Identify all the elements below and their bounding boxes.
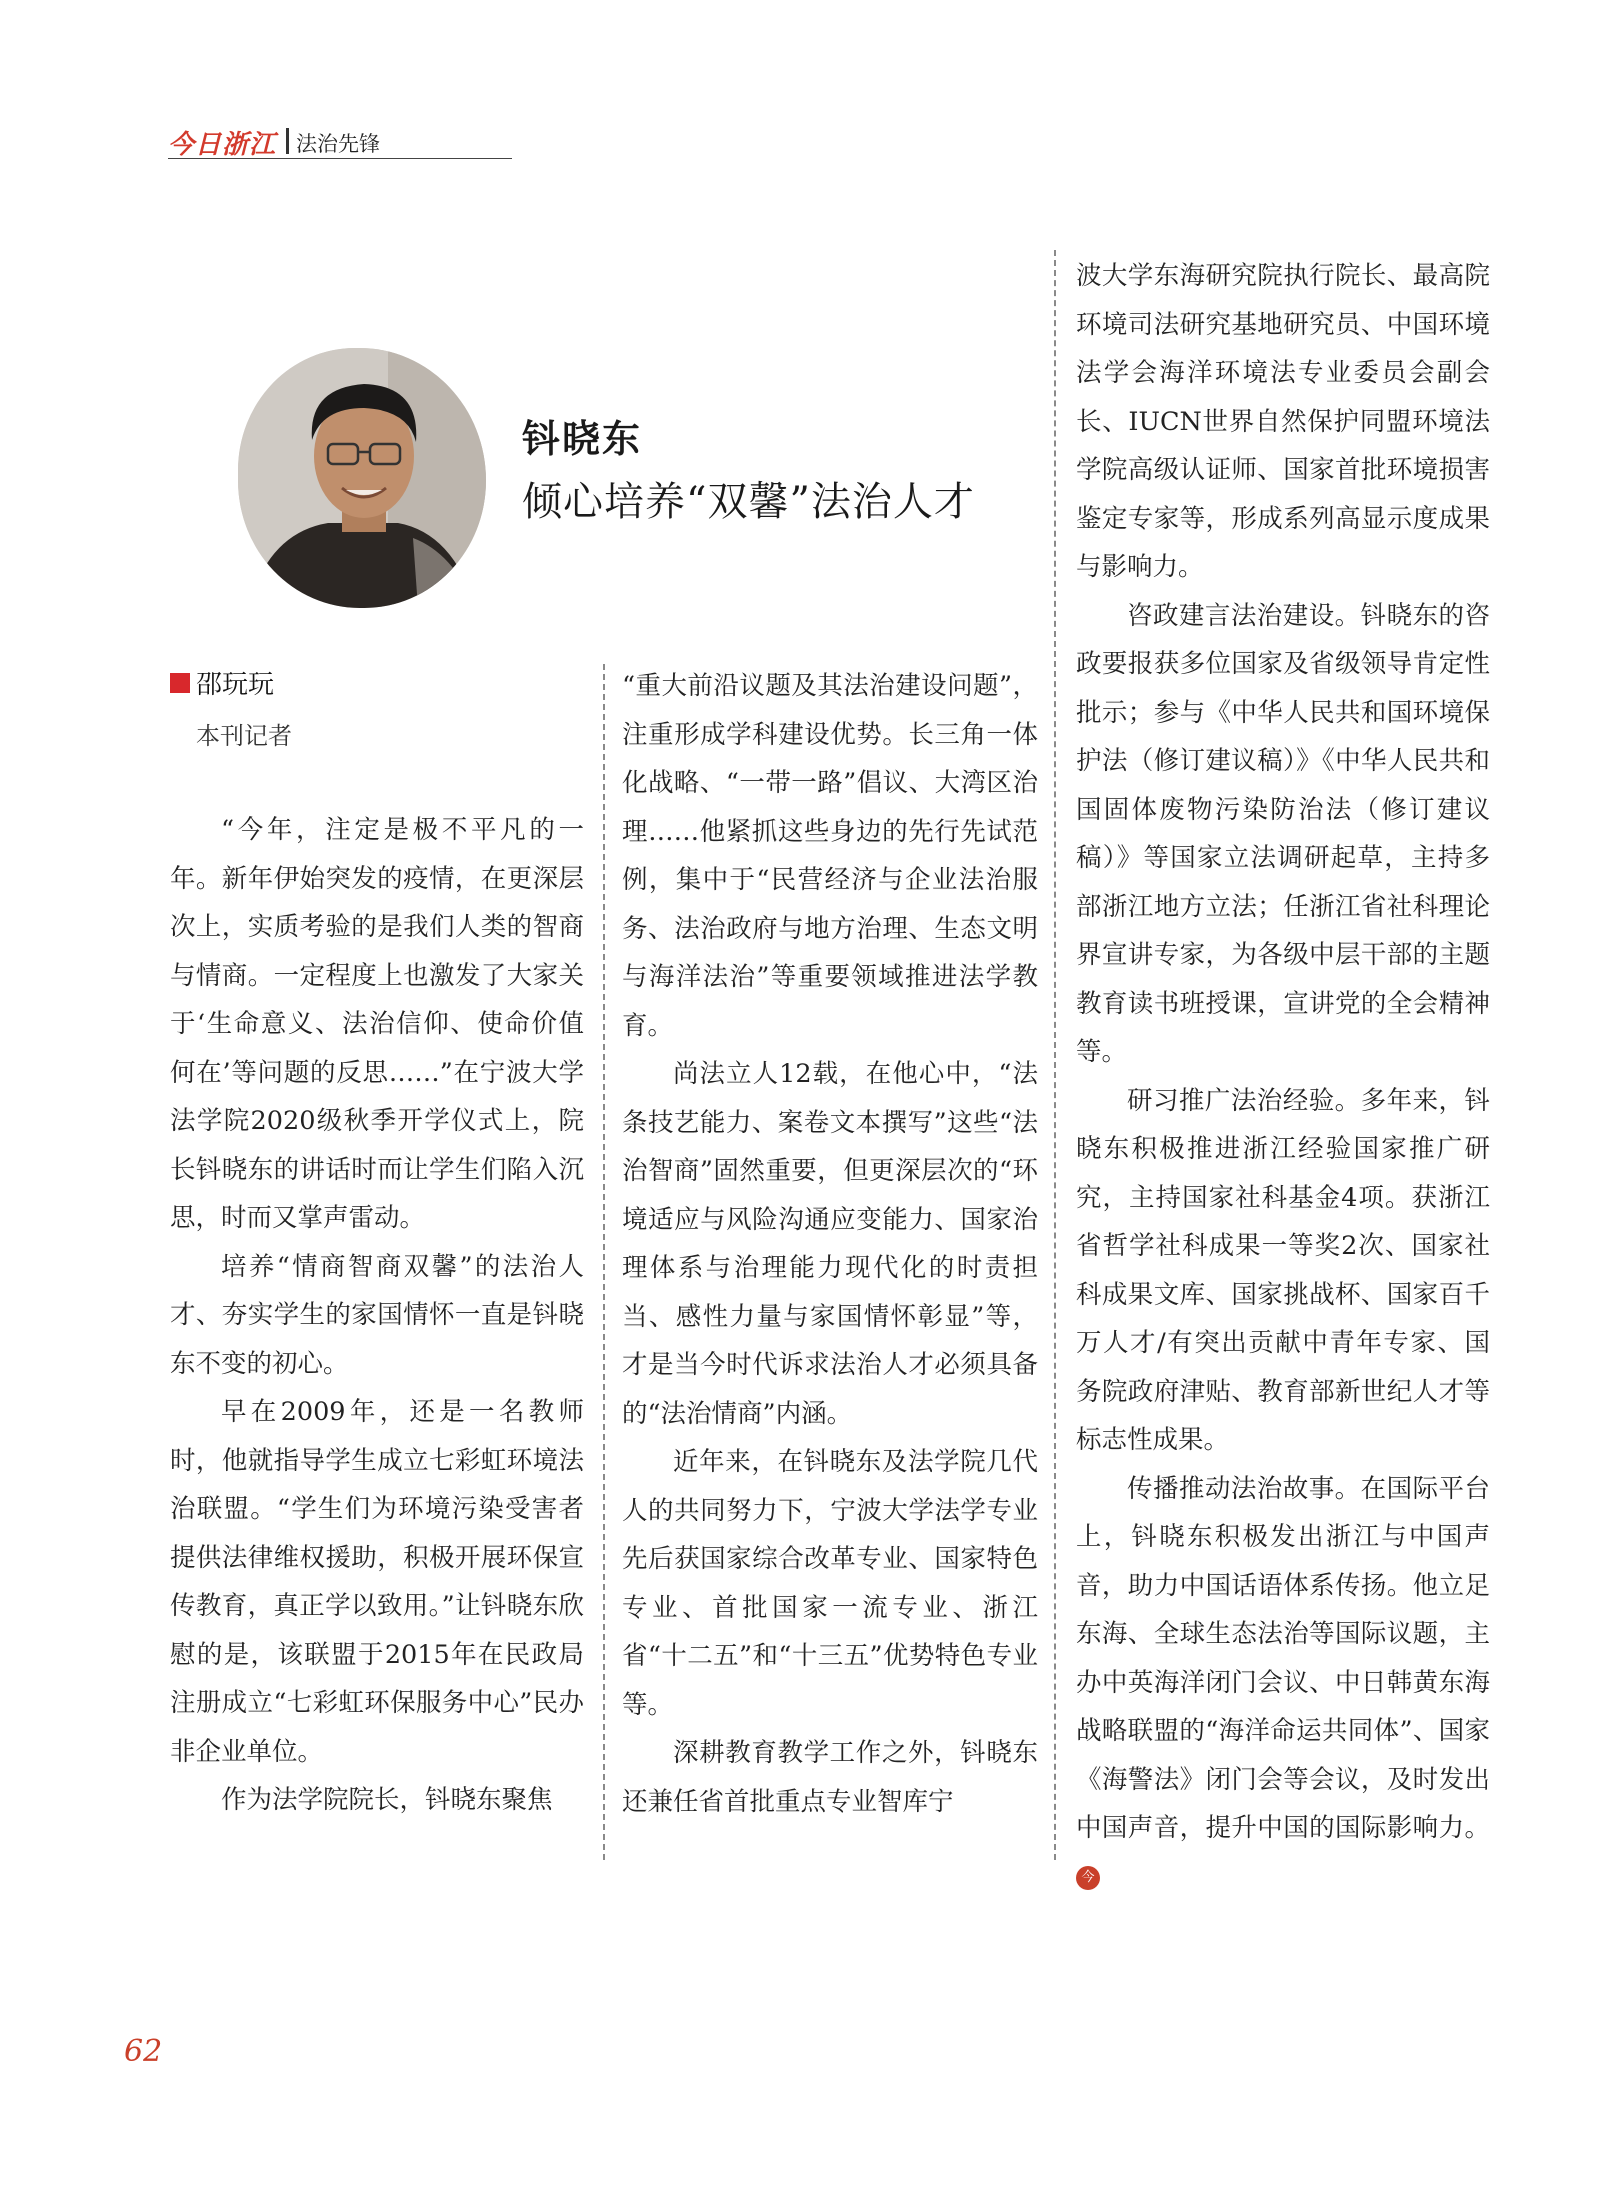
paragraph: 培养“情商智商双馨”的法治人才、夯实学生的家国情怀一直是钭晓东不变的初心。 bbox=[170, 1251, 584, 1379]
paragraph: 咨政建言法治建设。钭晓东的咨政要报获多位国家及省级领导肯定性批示；参与《中华人民共和国环境保护法（修订建议稿）》《中华人民共和国固体废物污染防治法（修订建议稿）》等国家立法调研起草，主持多部浙江地方立法；任浙江省社科理论界宣讲专家，为各级中层干部的主题教育读书班授课，宣讲党的全会精神等。 bbox=[1076, 600, 1490, 1067]
byline-author: 邵玩玩 bbox=[196, 670, 275, 700]
paragraph: “重大前沿议题及其法治建设问题”，注重形成学科建设优势。长三角一体化战略、“一带一路”倡议、大湾区治理……他紧抓这些身边的先行先试范例，集中于“民营经济与企业法治服务、法治政府与地方治理、生态文明与海洋法治”等重要领域推进法学教育。 bbox=[622, 671, 1038, 1041]
paragraph: 深耕教育教学工作之外，钭晓东还兼任省首批重点专业智库宁 bbox=[622, 1738, 1038, 1817]
article-headline: 倾心培养“双馨”法治人才 bbox=[522, 479, 975, 525]
article-subject-name: 钭晓东 bbox=[522, 417, 643, 461]
paragraph: 尚法立人12载，在他心中，“法条技艺能力、案卷文本撰写”这些“法治智商”固然重要，但更深层次的“环境适应与风险沟通应变能力、国家治理体系与治理能力现代化的时责担当、感性力量与家国情怀彰显”等，才是当今时代诉求法治人才必须具备的“法治情商”内涵。 bbox=[622, 1059, 1038, 1429]
paragraph: 早在2009年，还是一名教师时，他就指导学生成立七彩虹环境法治联盟。“学生们为环境污染受害者提供法律维权援助，积极开展环保宣传教育，真正学以致用。”让钭晓东欣慰的是，该联盟于2015年在民政局注册成立“七彩虹环保服务中心”民办非企业单位。 bbox=[170, 1397, 584, 1767]
page-number: 62 bbox=[124, 2034, 163, 2069]
paragraph: “今年，注定是极不平凡的一年。新年伊始突发的疫情，在更深层次上，实质考验的是我们人类的智商与情商。一定程度上也激发了大家关于‘生命意义、法治信仰、使命价值何在’等问题的反思……”在宁波大学法学院2020级秋季开学仪式上，院长钭晓东的讲话时而让学生们陷入沉思，时而又掌声雷动。 bbox=[170, 815, 584, 1233]
byline-marker bbox=[170, 673, 190, 693]
paragraph: 近年来，在钭晓东及法学院几代人的共同努力下，宁波大学法学专业先后获国家综合改革专业、国家特色专业、首批国家一流专业、浙江省“十二五”和“十三五”优势特色专业等。 bbox=[622, 1447, 1038, 1720]
paragraph bbox=[1076, 1465, 1490, 1902]
paragraph: 研习推广法治经验。多年来，钭晓东积极推进浙江经验国家推广研究，主持国家社科基金4项。获浙江省哲学社科成果一等奖2次、国家社科成果文库、国家挑战杯、国家百千万人才/有突出贡献中青年专家、国务院政府津贴、教育部新世纪人才等标志性成果。 bbox=[1076, 1085, 1490, 1455]
column-divider bbox=[603, 664, 605, 1860]
paragraph: 波大学东海研究院执行院长、最高院环境司法研究基地研究员、中国环境法学会海洋环境法专业委员会副会长、IUCN世界自然保护同盟环境法学院高级认证师、国家首批环境损害鉴定专家等，形成系列高显示度成果与影响力。 bbox=[1076, 261, 1490, 582]
body-column-1 bbox=[170, 806, 584, 1825]
column-divider bbox=[1054, 250, 1056, 1860]
header-separator bbox=[286, 128, 289, 154]
paragraph-text: 传播推动法治故事。在国际平台上，钭晓东积极发出浙江与中国声音，助力中国话语体系传扬。他立足东海、全球生态法治等国际议题，主办中英海洋闭门会议、中日韩黄东海战略联盟的“海洋命运共同体”、国家《海警法》闭门会等会议，及时发出中国声音，提升中国的国际影响力。 bbox=[1076, 1473, 1490, 1843]
running-header bbox=[168, 124, 512, 159]
byline-role: 本刊记者 bbox=[196, 722, 292, 750]
body-column-3 bbox=[1076, 252, 1490, 1901]
paragraph: 作为法学院院长，钭晓东聚焦 bbox=[221, 1785, 553, 1815]
body-column-2 bbox=[622, 662, 1038, 1826]
portrait-photo bbox=[238, 348, 486, 608]
article-end-mark-icon: 今 bbox=[1076, 1866, 1100, 1890]
section-name: 法治先锋 bbox=[296, 132, 380, 156]
magazine-logo: 今日浙江 bbox=[168, 130, 277, 160]
